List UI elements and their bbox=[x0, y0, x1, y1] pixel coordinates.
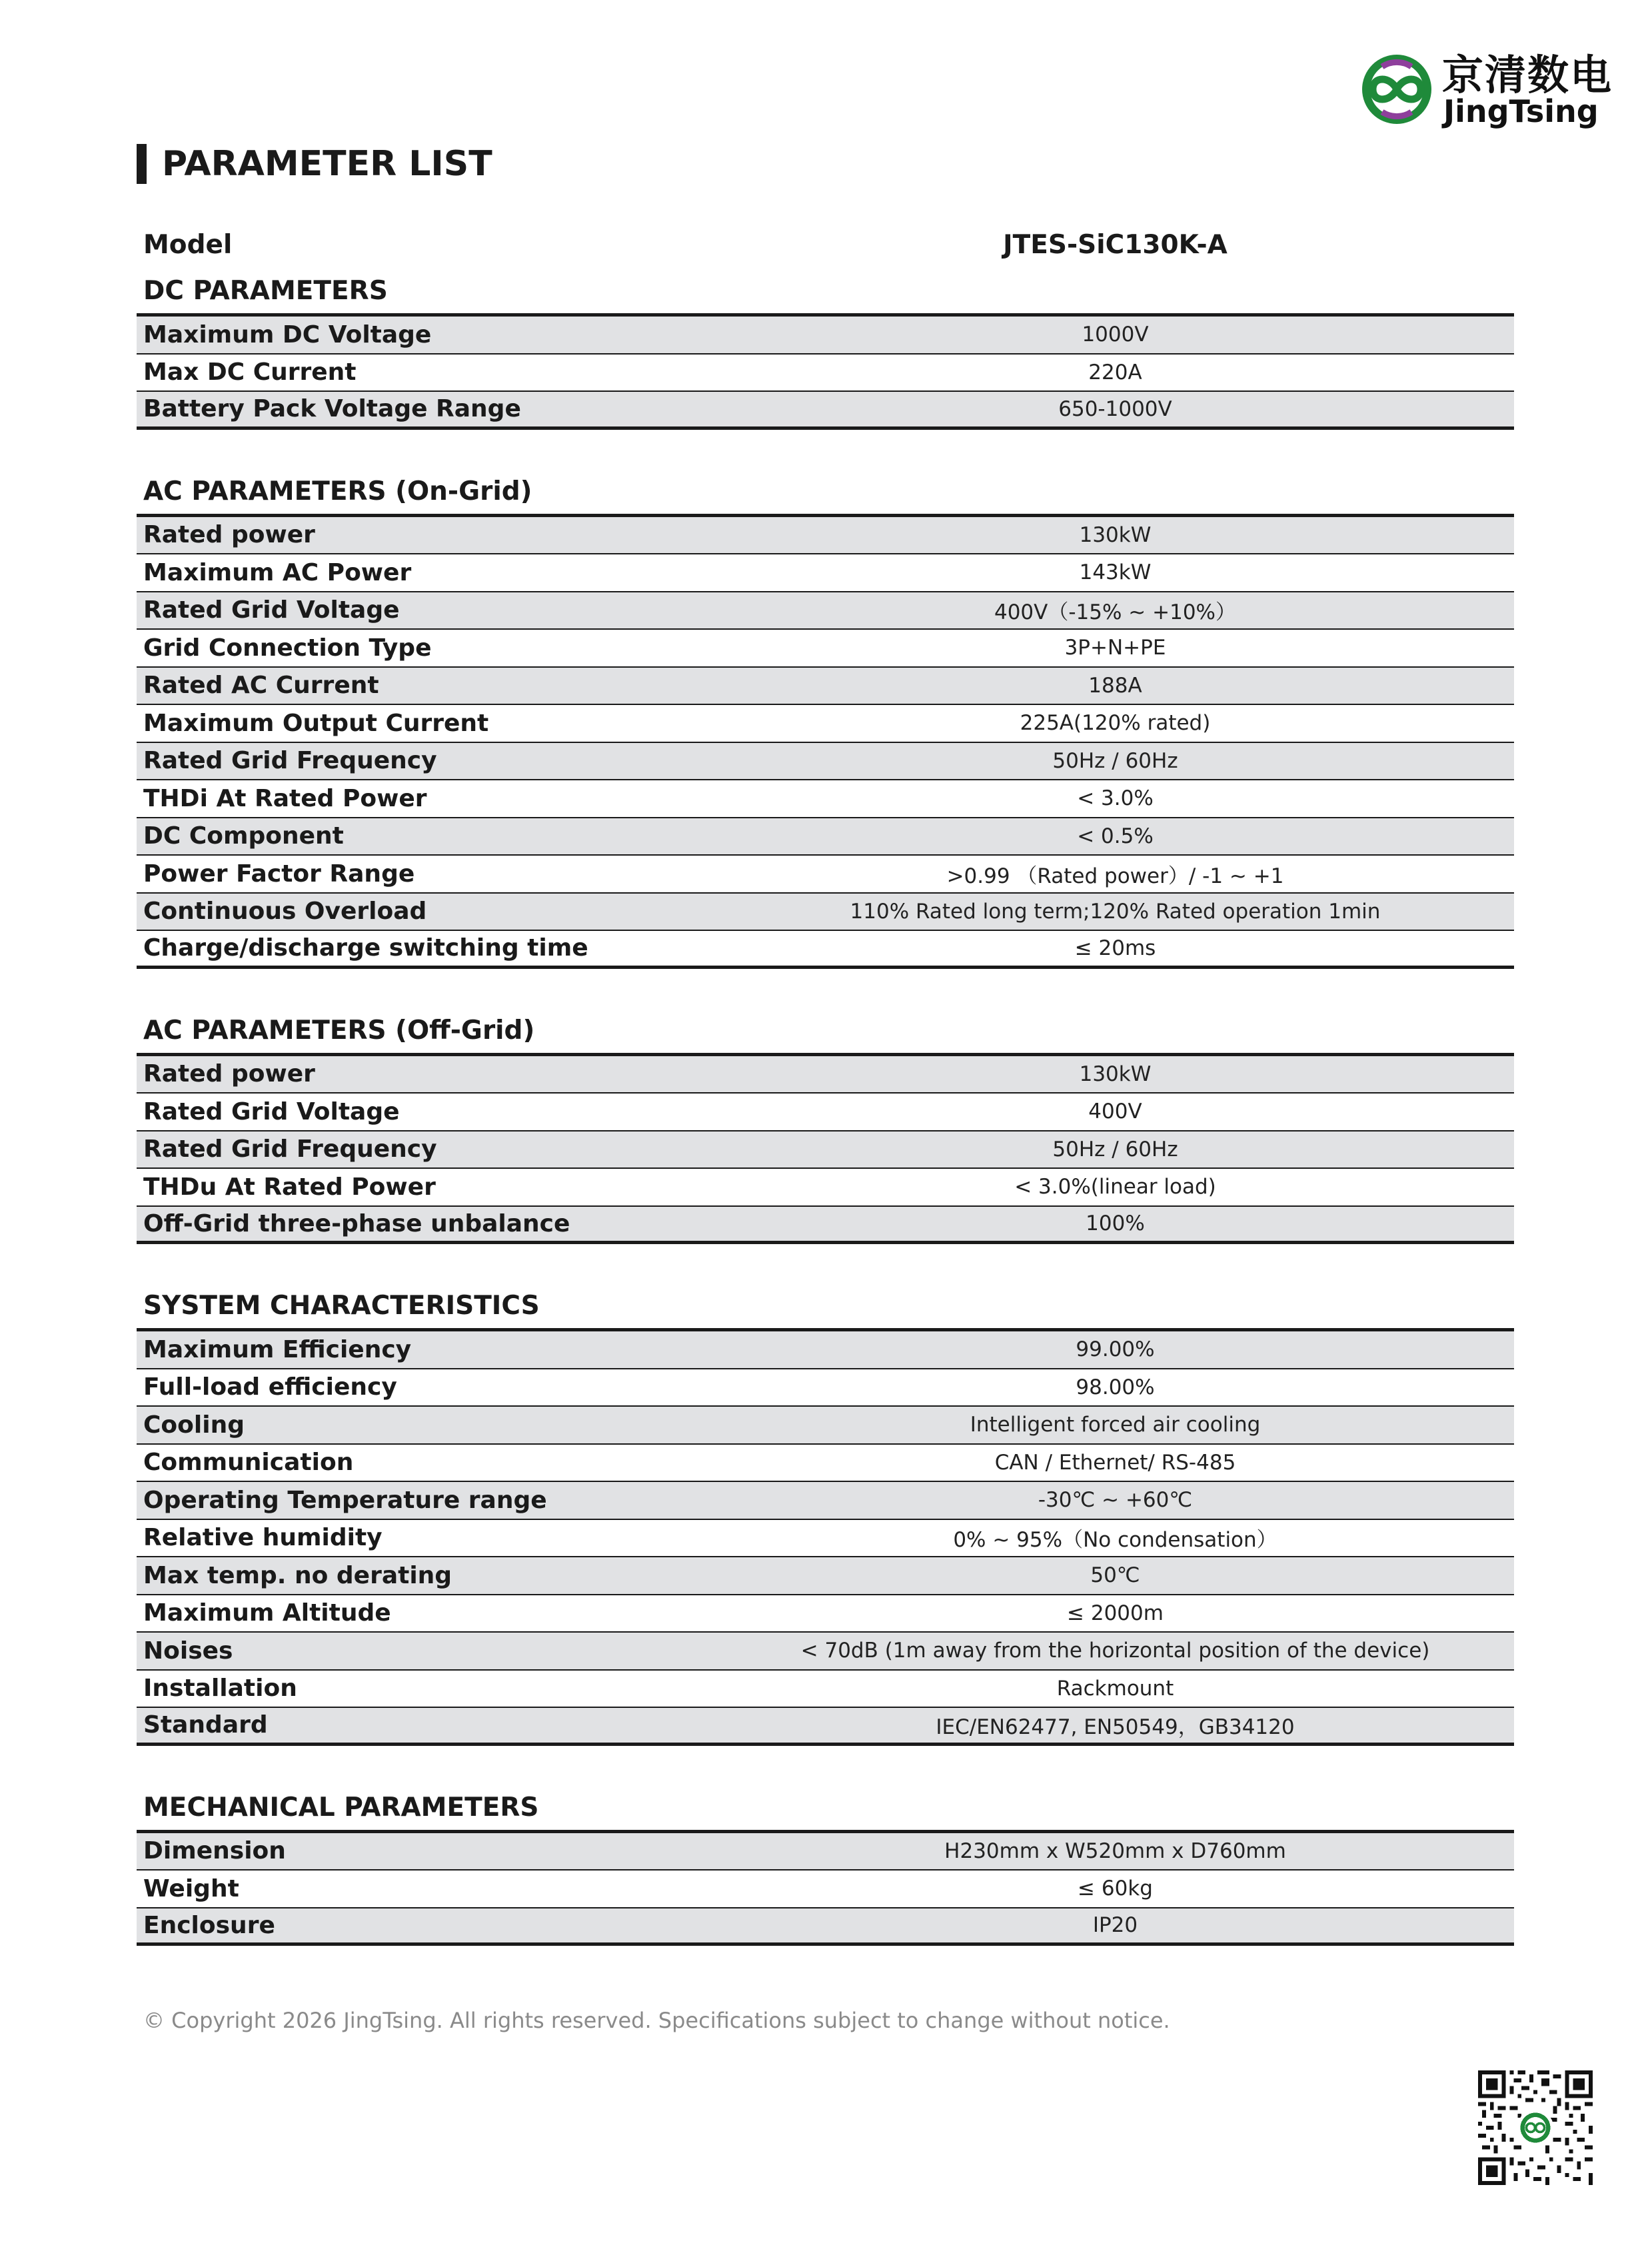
parameter-value: 50Hz / 60Hz bbox=[1052, 1137, 1178, 1161]
parameter-row bbox=[137, 592, 1514, 630]
parameter-label: THDi At Rated Power bbox=[143, 784, 427, 812]
parameter-label: Communication bbox=[143, 1449, 354, 1477]
parameter-row bbox=[137, 894, 1514, 932]
parameter-value: ≤ 60kg bbox=[1078, 1876, 1153, 1901]
section-system-characteristics bbox=[137, 1284, 1514, 1746]
parameter-row bbox=[137, 1445, 1514, 1483]
model-row bbox=[137, 220, 1514, 269]
parameter-row bbox=[137, 743, 1514, 781]
parameter-row bbox=[137, 1870, 1514, 1908]
parameter-value: 3P+N+PE bbox=[1064, 636, 1166, 660]
parameter-label: Operating Temperature range bbox=[143, 1486, 547, 1514]
section-rows bbox=[137, 317, 1514, 430]
parameter-row bbox=[137, 1207, 1514, 1245]
parameter-label: Standard bbox=[143, 1711, 268, 1739]
section-title: AC PARAMETERS (Off-Grid) bbox=[137, 1009, 1514, 1056]
parameter-label: Weight bbox=[143, 1874, 239, 1902]
parameter-row bbox=[137, 355, 1514, 392]
parameter-label: Enclosure bbox=[143, 1911, 275, 1939]
section-rows bbox=[137, 517, 1514, 969]
parameter-value: 220A bbox=[1088, 360, 1142, 384]
parameter-value: 50Hz / 60Hz bbox=[1052, 748, 1178, 773]
parameter-row bbox=[137, 1369, 1514, 1407]
parameter-value: 50℃ bbox=[1090, 1563, 1140, 1588]
parameter-value: 110% Rated long term;120% Rated operation 1min bbox=[850, 899, 1381, 924]
parameter-label: THDu At Rated Power bbox=[143, 1173, 436, 1201]
model-label: Model bbox=[143, 229, 233, 260]
parameter-row bbox=[137, 392, 1514, 430]
copyright-notice: © Copyright 2026 JingTsing. All rights reserved. Specifications subject to change without notice. bbox=[143, 2008, 1170, 2033]
parameter-value: Rackmount bbox=[1056, 1676, 1174, 1701]
section-title: AC PARAMETERS (On-Grid) bbox=[137, 470, 1514, 517]
parameter-label: Continuous Overload bbox=[143, 898, 427, 926]
parameter-label: Rated Grid Frequency bbox=[143, 747, 437, 775]
section-dc-parameters bbox=[137, 269, 1514, 430]
section-ac-parameters-on-grid bbox=[137, 470, 1514, 969]
parameter-row bbox=[137, 517, 1514, 555]
parameter-table bbox=[137, 220, 1514, 1946]
brand-name-en: JingTsing bbox=[1443, 93, 1599, 129]
parameter-value: 400V bbox=[1088, 1100, 1142, 1124]
parameter-label: Rated Grid Voltage bbox=[143, 1098, 400, 1125]
parameter-label: Rated Grid Frequency bbox=[143, 1135, 437, 1163]
section-rows bbox=[137, 1056, 1514, 1245]
parameter-label: Max temp. no derating bbox=[143, 1561, 452, 1589]
parameter-label: Maximum Output Current bbox=[143, 709, 489, 737]
parameter-value: 143kW bbox=[1079, 560, 1152, 585]
parameter-label: DC Component bbox=[143, 822, 344, 850]
parameter-row bbox=[137, 1595, 1514, 1633]
parameter-row bbox=[137, 1094, 1514, 1131]
parameter-label: Battery Pack Voltage Range bbox=[143, 395, 521, 423]
parameter-value: 100% bbox=[1086, 1211, 1145, 1236]
parameter-value: 98.00% bbox=[1076, 1375, 1155, 1399]
parameter-row bbox=[137, 1908, 1514, 1946]
parameter-label: Off-Grid three-phase unbalance bbox=[143, 1209, 570, 1237]
parameter-row bbox=[137, 1833, 1514, 1871]
parameter-row bbox=[137, 1407, 1514, 1445]
parameter-value: CAN / Ethernet/ RS-485 bbox=[994, 1450, 1236, 1475]
brand-name-cn: 京清数电 bbox=[1442, 51, 1613, 99]
parameter-row bbox=[137, 1131, 1514, 1169]
parameter-label: Noises bbox=[143, 1637, 233, 1665]
page-title: PARAMETER LIST bbox=[162, 144, 492, 184]
parameter-label: Power Factor Range bbox=[143, 860, 415, 888]
section-rows bbox=[137, 1833, 1514, 1946]
parameter-row bbox=[137, 1169, 1514, 1207]
parameter-sections bbox=[137, 269, 1514, 1946]
parameter-label: Full-load efficiency bbox=[143, 1373, 397, 1401]
parameter-value: 225A(120% rated) bbox=[1020, 711, 1211, 736]
parameter-row bbox=[137, 1671, 1514, 1709]
parameter-row bbox=[137, 668, 1514, 706]
parameter-label: Maximum DC Voltage bbox=[143, 321, 432, 349]
parameter-value: < 3.0%(linear load) bbox=[1014, 1175, 1216, 1199]
parameter-row bbox=[137, 856, 1514, 894]
parameter-value: ≤ 2000m bbox=[1067, 1601, 1164, 1625]
parameter-label: Cooling bbox=[143, 1411, 245, 1439]
parameter-label: Relative humidity bbox=[143, 1524, 383, 1552]
parameter-row bbox=[137, 931, 1514, 969]
parameter-label: Maximum Altitude bbox=[143, 1599, 391, 1627]
parameter-label: Rated power bbox=[143, 1060, 315, 1088]
section-title: DC PARAMETERS bbox=[137, 269, 1514, 317]
parameter-row bbox=[137, 1482, 1514, 1520]
parameter-label: Maximum Efficiency bbox=[143, 1335, 412, 1363]
parameter-value: < 3.0% bbox=[1077, 786, 1154, 811]
parameter-row bbox=[137, 317, 1514, 355]
parameter-value: Intelligent forced air cooling bbox=[970, 1413, 1261, 1437]
parameter-value: 130kW bbox=[1079, 522, 1152, 547]
parameter-value: IP20 bbox=[1092, 1913, 1138, 1938]
parameter-value: 99.00% bbox=[1076, 1337, 1155, 1362]
parameter-row bbox=[137, 630, 1514, 668]
parameter-value: 0% ~ 95%（No condensation） bbox=[953, 1528, 1277, 1553]
parameter-row bbox=[137, 1708, 1514, 1746]
section-mechanical-parameters bbox=[137, 1786, 1514, 1946]
parameter-row bbox=[137, 780, 1514, 818]
parameter-label: Grid Connection Type bbox=[143, 634, 432, 662]
parameter-row bbox=[137, 818, 1514, 856]
parameter-label: Max DC Current bbox=[143, 359, 357, 386]
section-rows bbox=[137, 1331, 1514, 1746]
parameter-label: Maximum AC Power bbox=[143, 558, 412, 586]
parameter-value: H230mm x W520mm x D760mm bbox=[944, 1839, 1286, 1863]
section-title: SYSTEM CHARACTERISTICS bbox=[137, 1284, 1514, 1331]
parameter-value: -30℃ ~ +60℃ bbox=[1038, 1488, 1193, 1513]
parameter-row bbox=[137, 1557, 1514, 1595]
parameter-value: 130kW bbox=[1079, 1062, 1152, 1086]
parameter-value: 400V（-15% ~ +10%） bbox=[994, 600, 1237, 625]
parameter-row bbox=[137, 554, 1514, 592]
model-value: JTES-SiC130K-A bbox=[1003, 229, 1228, 260]
parameter-row bbox=[137, 1520, 1514, 1558]
section-ac-parameters-off-grid bbox=[137, 1009, 1514, 1245]
parameter-row bbox=[137, 705, 1514, 743]
parameter-value: 188A bbox=[1088, 673, 1142, 698]
title-accent-bar bbox=[137, 144, 147, 184]
brand-logo bbox=[1359, 51, 1613, 132]
parameter-row bbox=[137, 1633, 1514, 1671]
parameter-row bbox=[137, 1331, 1514, 1369]
parameter-value: < 70dB (1m away from the horizontal position of the device) bbox=[800, 1639, 1430, 1663]
qr-code-icon bbox=[1478, 2070, 1593, 2185]
parameter-label: Installation bbox=[143, 1675, 297, 1703]
parameter-value: 650-1000V bbox=[1058, 396, 1172, 421]
parameter-value: ≤ 20ms bbox=[1074, 936, 1156, 960]
parameter-label: Rated Grid Voltage bbox=[143, 596, 400, 624]
parameter-label: Dimension bbox=[143, 1837, 286, 1865]
section-title: MECHANICAL PARAMETERS bbox=[137, 1786, 1514, 1833]
parameter-label: Rated power bbox=[143, 521, 315, 549]
parameter-label: Rated AC Current bbox=[143, 672, 379, 700]
parameter-row bbox=[137, 1056, 1514, 1094]
parameter-value: < 0.5% bbox=[1077, 824, 1154, 848]
parameter-value: 1000V bbox=[1082, 323, 1149, 347]
jingtsing-logo-icon bbox=[1359, 52, 1434, 127]
parameter-label: Charge/discharge switching time bbox=[143, 934, 588, 962]
parameter-value: >0.99 （Rated power）/ -1 ~ +1 bbox=[946, 864, 1284, 888]
parameter-value: IEC/EN62477, EN50549，GB34120 bbox=[936, 1715, 1295, 1740]
